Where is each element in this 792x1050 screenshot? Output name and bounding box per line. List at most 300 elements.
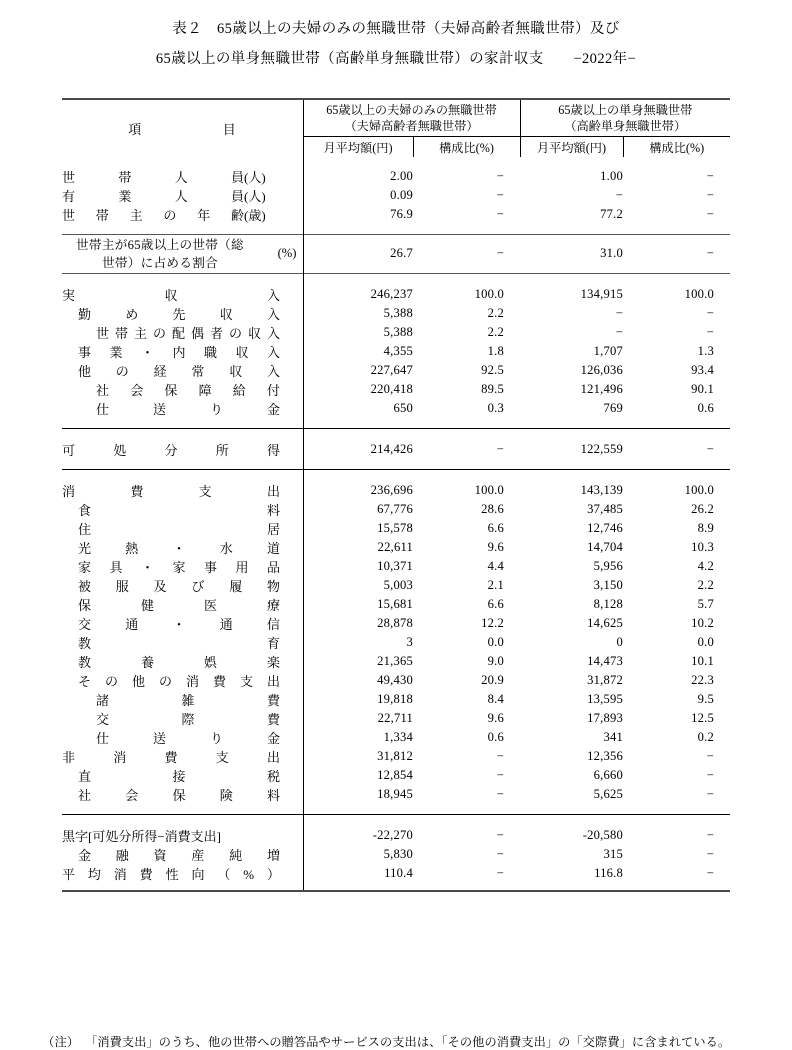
row-label <box>62 728 303 747</box>
cell-single-ratio: 9.5 <box>697 692 714 706</box>
row-label-unit: (人) <box>244 170 266 185</box>
row-label-text: 社会保険料 <box>78 788 280 803</box>
row-label <box>62 167 303 186</box>
row-label-inner <box>62 500 303 519</box>
spacer-cell <box>413 418 520 428</box>
table-row <box>62 304 730 323</box>
table-header <box>62 99 730 157</box>
cell-single-ratio: − <box>706 325 714 339</box>
table-row <box>62 747 730 766</box>
cell-couple-ratio: 4.4 <box>487 559 504 573</box>
cell-couple-ratio: 9.6 <box>487 711 504 725</box>
row-label-text: 仕送り金 <box>96 731 280 746</box>
row-label <box>62 690 303 709</box>
table-row <box>62 538 730 557</box>
spacer-row <box>62 224 730 234</box>
cell-couple-amount: 214,426 <box>370 442 413 456</box>
row-label-text: 食料 <box>78 503 280 518</box>
cell-single-amount: 14,704 <box>587 540 623 554</box>
row-label-inner <box>62 399 303 418</box>
cell-couple-amount: 76.9 <box>390 207 413 221</box>
cell-single-ratio: − <box>706 866 714 880</box>
spacer-cell <box>303 273 413 285</box>
row-label <box>62 766 303 785</box>
table-row <box>62 576 730 595</box>
table-row <box>62 361 730 380</box>
header-row-groups <box>62 99 730 137</box>
cell-single-amount: 14,473 <box>587 654 623 668</box>
row-label-text: 他の経常収入 <box>78 364 280 379</box>
cell-couple-amount: 21,365 <box>377 654 413 668</box>
row-label-text: 有業人員 <box>62 189 244 204</box>
cell-single-ratio: − <box>706 787 714 801</box>
spacer-cell <box>623 804 730 814</box>
cell-single-amount: 116.8 <box>594 866 623 880</box>
row-label-text: 黒字[可処分所得−消費支出] <box>62 829 221 844</box>
cell-couple-ratio: 0.0 <box>487 635 504 649</box>
row-label-text: 可処分所得 <box>62 443 280 458</box>
row-label <box>62 652 303 671</box>
row-label <box>62 747 303 766</box>
cell-couple-ratio: − <box>496 768 504 782</box>
cell-single-ratio: 100.0 <box>684 483 714 497</box>
spacer-cell <box>520 814 623 826</box>
row-label <box>62 342 303 361</box>
spacer-cell <box>413 428 520 440</box>
title-line-2: 65歳以上の単身無職世帯（高齢単身無職世帯）の家計収支 −2022年− <box>155 51 637 67</box>
cell-couple-amount: 22,711 <box>377 711 413 725</box>
table-row <box>62 167 730 186</box>
header-couple-amount: 月平均額(円) <box>303 137 413 158</box>
spacer-cell <box>520 273 623 285</box>
cell-single-ratio: − <box>706 188 714 202</box>
row-label-inner <box>62 205 303 224</box>
row-label-text: 光熱・水道 <box>78 541 280 556</box>
spacer-cell <box>413 273 520 285</box>
row-label-inner <box>62 595 303 614</box>
header-group-single <box>520 99 730 137</box>
spacer-cell <box>623 418 730 428</box>
cell-couple-amount: -22,270 <box>372 828 413 842</box>
cell-single-ratio: 1.3 <box>697 344 714 358</box>
table-row <box>62 614 730 633</box>
document-title <box>0 14 792 74</box>
cell-single-amount: 0 <box>616 635 623 649</box>
cell-single-amount: 31.0 <box>600 246 623 260</box>
table-row <box>62 864 730 883</box>
cell-single-ratio: 2.2 <box>697 578 714 592</box>
cell-couple-ratio: 8.4 <box>487 692 504 706</box>
cell-couple-ratio: 2.2 <box>487 306 504 320</box>
spacer-cell <box>62 273 303 285</box>
row-label-inner <box>62 304 303 323</box>
spacer-cell <box>413 459 520 469</box>
header-group-single-line1: 65歳以上の単身無職世帯 <box>558 103 693 117</box>
bottom-rule-cell <box>623 891 730 892</box>
cell-single-amount: 341 <box>603 730 623 744</box>
row-label <box>62 864 303 883</box>
row-label-text: 社会保障給付 <box>96 383 280 398</box>
spacer-cell <box>62 814 303 826</box>
spacer-cell <box>413 814 520 826</box>
table-row <box>62 205 730 224</box>
cell-couple-amount: 5,830 <box>383 847 413 861</box>
spacer-row <box>62 883 730 891</box>
row-label <box>62 709 303 728</box>
cell-couple-ratio: − <box>496 866 504 880</box>
title-line-1: 表２ 65歳以上の夫婦のみの無職世帯（夫婦高齢者無職世帯）及び <box>172 21 620 37</box>
cell-single-ratio: − <box>706 749 714 763</box>
cell-single-ratio: − <box>706 828 714 842</box>
cell-single-ratio: − <box>706 847 714 861</box>
cell-single-amount: 12,356 <box>587 749 623 763</box>
cell-couple-ratio: 0.3 <box>487 401 504 415</box>
cell-single-ratio: 0.0 <box>697 635 714 649</box>
spacer-cell <box>413 804 520 814</box>
table-row <box>62 671 730 690</box>
cell-couple-amount: 110.4 <box>384 866 413 880</box>
cell-couple-amount: 10,371 <box>377 559 413 573</box>
spacer-cell <box>520 469 623 481</box>
spacer-row <box>62 804 730 814</box>
cell-single-amount: 5,625 <box>593 787 623 801</box>
cell-couple-ratio: 92.5 <box>481 363 504 377</box>
table-row <box>62 519 730 538</box>
row-label-text: 被服及び履物 <box>78 579 280 594</box>
row-label-inner <box>62 864 303 883</box>
spacer-cell <box>62 224 303 234</box>
row-label-inner <box>62 186 303 205</box>
table-row <box>62 342 730 361</box>
spacer-cell <box>303 804 413 814</box>
spacer-cell <box>303 157 413 167</box>
header-group-couple-line2: （夫婦高齢者無職世帯） <box>344 119 479 133</box>
cell-single-ratio: − <box>706 246 714 260</box>
cell-single-ratio: 22.3 <box>691 673 714 687</box>
header-group-couple <box>303 99 520 137</box>
row-label-inner <box>62 766 303 785</box>
table-bottom-rule <box>62 891 730 892</box>
table-row <box>62 285 730 304</box>
cell-couple-ratio: 20.9 <box>481 673 504 687</box>
row-label-text: 金融資産純増 <box>78 848 280 863</box>
cell-single-ratio: − <box>706 306 714 320</box>
spacer-cell <box>303 883 413 891</box>
cell-single-amount: 31,872 <box>587 673 623 687</box>
cell-couple-ratio: 28.6 <box>481 502 504 516</box>
cell-couple-amount: 5,003 <box>383 578 413 592</box>
cell-couple-ratio: − <box>496 749 504 763</box>
cell-couple-ratio: 0.6 <box>487 730 504 744</box>
spacer-cell <box>62 469 303 481</box>
cell-single-amount: 134,915 <box>580 287 623 301</box>
row-label-inner <box>62 380 303 399</box>
cell-single-amount: 12,746 <box>587 521 623 535</box>
spacer-cell <box>520 224 623 234</box>
cell-couple-amount: 18,945 <box>377 787 413 801</box>
cell-couple-amount: 2.00 <box>390 169 413 183</box>
spacer-row <box>62 418 730 428</box>
cell-single-ratio: 90.1 <box>691 382 714 396</box>
row-label-inner <box>62 576 303 595</box>
row-label-text: 仕送り金 <box>96 402 280 417</box>
cell-couple-ratio: 9.6 <box>487 540 504 554</box>
cell-single-amount: 1.00 <box>600 169 623 183</box>
spacer-cell <box>413 469 520 481</box>
row-label-text: 住居 <box>78 522 280 537</box>
cell-couple-amount: 15,681 <box>377 597 413 611</box>
cell-single-amount: 143,139 <box>580 483 623 497</box>
cell-couple-ratio: − <box>496 828 504 842</box>
spacer-cell <box>520 157 623 167</box>
row-label <box>62 323 303 342</box>
cell-single-ratio: 4.2 <box>697 559 714 573</box>
cell-single-amount: 77.2 <box>600 207 623 221</box>
footnote-mark: （注） <box>42 1035 80 1049</box>
row-label-line1: 世帯主が65歳以上の世帯（総 <box>76 237 244 252</box>
row-label-inner <box>62 361 303 380</box>
spacer-cell <box>520 428 623 440</box>
table-row <box>62 709 730 728</box>
row-label <box>62 538 303 557</box>
table-row <box>62 826 730 845</box>
row-label <box>62 304 303 323</box>
spacer-cell <box>303 418 413 428</box>
cell-single-amount: 37,485 <box>587 502 623 516</box>
table-row <box>62 481 730 500</box>
row-label <box>62 785 303 804</box>
spacer-cell <box>623 157 730 167</box>
table-row <box>62 766 730 785</box>
header-single-ratio: 構成比(%) <box>649 140 705 155</box>
spacer-cell <box>623 428 730 440</box>
table-row <box>62 845 730 864</box>
spacer-cell <box>62 459 303 469</box>
row-label <box>62 557 303 576</box>
cell-couple-ratio: 6.6 <box>487 521 504 535</box>
row-label-inner <box>62 557 303 576</box>
spacer-cell <box>623 273 730 285</box>
cell-single-amount: 121,496 <box>580 382 623 396</box>
row-label-inner <box>62 728 303 747</box>
spacer-cell <box>62 428 303 440</box>
row-label <box>62 614 303 633</box>
spacer-cell <box>303 459 413 469</box>
cell-couple-ratio: − <box>496 169 504 183</box>
row-label-text: 事業・内職収入 <box>78 345 280 360</box>
spacer-cell <box>62 418 303 428</box>
row-label <box>62 500 303 519</box>
spacer-cell <box>303 428 413 440</box>
cell-couple-amount: 67,776 <box>377 502 413 516</box>
spacer-cell <box>623 469 730 481</box>
household-budget-table <box>62 98 730 892</box>
row-label-inner <box>62 519 303 538</box>
row-label-inner <box>62 614 303 633</box>
row-label-text: 家具・家事用品 <box>78 560 280 575</box>
cell-couple-ratio: 100.0 <box>474 483 504 497</box>
table-body <box>62 157 730 892</box>
cell-single-ratio: 10.2 <box>691 616 714 630</box>
spacer-cell <box>623 814 730 826</box>
bottom-rule-cell <box>62 891 303 892</box>
cell-single-ratio: 0.6 <box>697 401 714 415</box>
row-label <box>62 845 303 864</box>
row-label-text: 消費支出 <box>62 484 280 499</box>
bottom-rule-cell <box>520 891 623 892</box>
row-label <box>62 186 303 205</box>
cell-single-amount: − <box>615 306 623 320</box>
row-label-text: 保健医療 <box>78 598 280 613</box>
row-label-inner <box>62 690 303 709</box>
cell-single-ratio: − <box>706 442 714 456</box>
spacer-row <box>62 273 730 285</box>
row-label <box>62 576 303 595</box>
cell-couple-amount: 1,334 <box>383 730 413 744</box>
cell-couple-amount: 236,696 <box>370 483 413 497</box>
row-label-unit: (人) <box>244 189 266 204</box>
row-label <box>62 361 303 380</box>
table-row <box>62 440 730 459</box>
cell-couple-ratio: 1.8 <box>487 344 504 358</box>
cell-couple-ratio: 6.6 <box>487 597 504 611</box>
spacer-cell <box>62 804 303 814</box>
row-label-inner <box>62 167 303 186</box>
cell-single-ratio: 5.7 <box>697 597 714 611</box>
cell-couple-ratio: − <box>496 188 504 202</box>
spacer-row <box>62 469 730 481</box>
spacer-row <box>62 814 730 826</box>
footnote-text: 「消費支出」のうち、他の世帯への贈答品やサービスの支出は、「その他の消費支出」の「交際費」に含まれている。 <box>91 1035 731 1049</box>
row-label-inner <box>62 652 303 671</box>
row-label-text: 教養娯楽 <box>78 655 280 670</box>
spacer-row <box>62 459 730 469</box>
cell-single-ratio: 100.0 <box>684 287 714 301</box>
cell-single-ratio: − <box>706 768 714 782</box>
cell-couple-ratio: 2.1 <box>487 578 504 592</box>
row-label-inner <box>62 633 303 652</box>
cell-couple-amount: 0.09 <box>390 188 413 202</box>
spacer-cell <box>623 224 730 234</box>
spacer-cell <box>623 459 730 469</box>
cell-couple-amount: 227,647 <box>370 363 413 377</box>
cell-single-amount: 122,559 <box>580 442 623 456</box>
spacer-cell <box>62 883 303 891</box>
cell-single-ratio: 93.4 <box>691 363 714 377</box>
row-label-text: その他の消費支出 <box>78 674 280 689</box>
table-row <box>62 652 730 671</box>
table-row <box>62 785 730 804</box>
cell-couple-amount: 49,430 <box>377 673 413 687</box>
table-row <box>62 728 730 747</box>
row-label-inner <box>62 481 303 500</box>
table-row <box>62 595 730 614</box>
cell-single-ratio: − <box>706 169 714 183</box>
row-label-text: 平均消費性向（%） <box>62 867 280 882</box>
cell-single-ratio: 10.1 <box>691 654 714 668</box>
cell-single-amount: 769 <box>603 401 623 415</box>
row-label-text: 諸雑費 <box>96 693 280 708</box>
cell-couple-amount: 19,818 <box>377 692 413 706</box>
bottom-rule-cell <box>413 891 520 892</box>
cell-single-ratio: 26.2 <box>691 502 714 516</box>
cell-couple-amount: 22,611 <box>377 540 413 554</box>
cell-single-amount: 13,595 <box>587 692 623 706</box>
header-group-single-line2: （高齢単身無職世帯） <box>564 119 687 133</box>
cell-couple-ratio: 9.0 <box>487 654 504 668</box>
statistics-table-container <box>62 98 730 892</box>
cell-couple-ratio: − <box>496 207 504 221</box>
row-label <box>62 671 303 690</box>
bottom-rule-cell <box>303 891 413 892</box>
cell-couple-amount: 31,812 <box>377 749 413 763</box>
spacer-cell <box>520 459 623 469</box>
row-label-inner <box>62 785 303 804</box>
cell-single-amount: -20,580 <box>582 828 623 842</box>
cell-couple-amount: 15,578 <box>377 521 413 535</box>
row-label <box>62 285 303 304</box>
cell-single-amount: 6,660 <box>593 768 623 782</box>
row-label <box>62 440 303 459</box>
cell-couple-amount: 246,237 <box>370 287 413 301</box>
row-label-text: 世帯主の年齢 <box>62 208 244 223</box>
row-label-inner <box>62 342 303 361</box>
spacer-row <box>62 428 730 440</box>
cell-single-amount: 17,893 <box>587 711 623 725</box>
spacer-cell <box>413 157 520 167</box>
spacer-cell <box>520 883 623 891</box>
cell-single-amount: − <box>615 325 623 339</box>
row-label-inner <box>62 285 303 304</box>
row-label-text: 交際費 <box>96 712 280 727</box>
row-label <box>62 205 303 224</box>
spacer-cell <box>303 814 413 826</box>
spacer-cell <box>520 804 623 814</box>
row-label-text: 実収入 <box>62 288 280 303</box>
spacer-cell <box>303 469 413 481</box>
row-label-inner <box>62 845 303 864</box>
cell-couple-ratio: 12.2 <box>481 616 504 630</box>
spacer-cell <box>623 883 730 891</box>
row-label-line2: 世帯）に占める割合 <box>101 255 219 270</box>
cell-single-amount: 14,625 <box>587 616 623 630</box>
table-row <box>62 323 730 342</box>
cell-couple-amount: 26.7 <box>390 246 413 260</box>
row-label-inner <box>62 747 303 766</box>
row-label-text: 世帯人員 <box>62 170 244 185</box>
cell-couple-amount: 650 <box>393 401 413 415</box>
row-label-text: 勤め先収入 <box>78 307 280 322</box>
cell-single-amount: − <box>615 188 623 202</box>
cell-couple-amount: 28,878 <box>377 616 413 630</box>
cell-single-amount: 126,036 <box>580 363 623 377</box>
cell-single-ratio: 10.3 <box>691 540 714 554</box>
header-group-couple-line1: 65歳以上の夫婦のみの無職世帯 <box>326 103 497 117</box>
row-label-inner <box>62 709 303 728</box>
row-label-inner <box>62 440 303 459</box>
row-label-inner <box>62 236 303 272</box>
table-row <box>62 399 730 418</box>
cell-single-ratio: − <box>706 207 714 221</box>
header-single-amount: 月平均額(円) <box>520 137 623 158</box>
cell-couple-amount: 3 <box>406 635 413 649</box>
table-row <box>62 380 730 399</box>
cell-single-amount: 8,128 <box>593 597 623 611</box>
table-row <box>62 186 730 205</box>
table-row <box>62 500 730 519</box>
row-label-inner <box>62 323 303 342</box>
row-label <box>62 481 303 500</box>
